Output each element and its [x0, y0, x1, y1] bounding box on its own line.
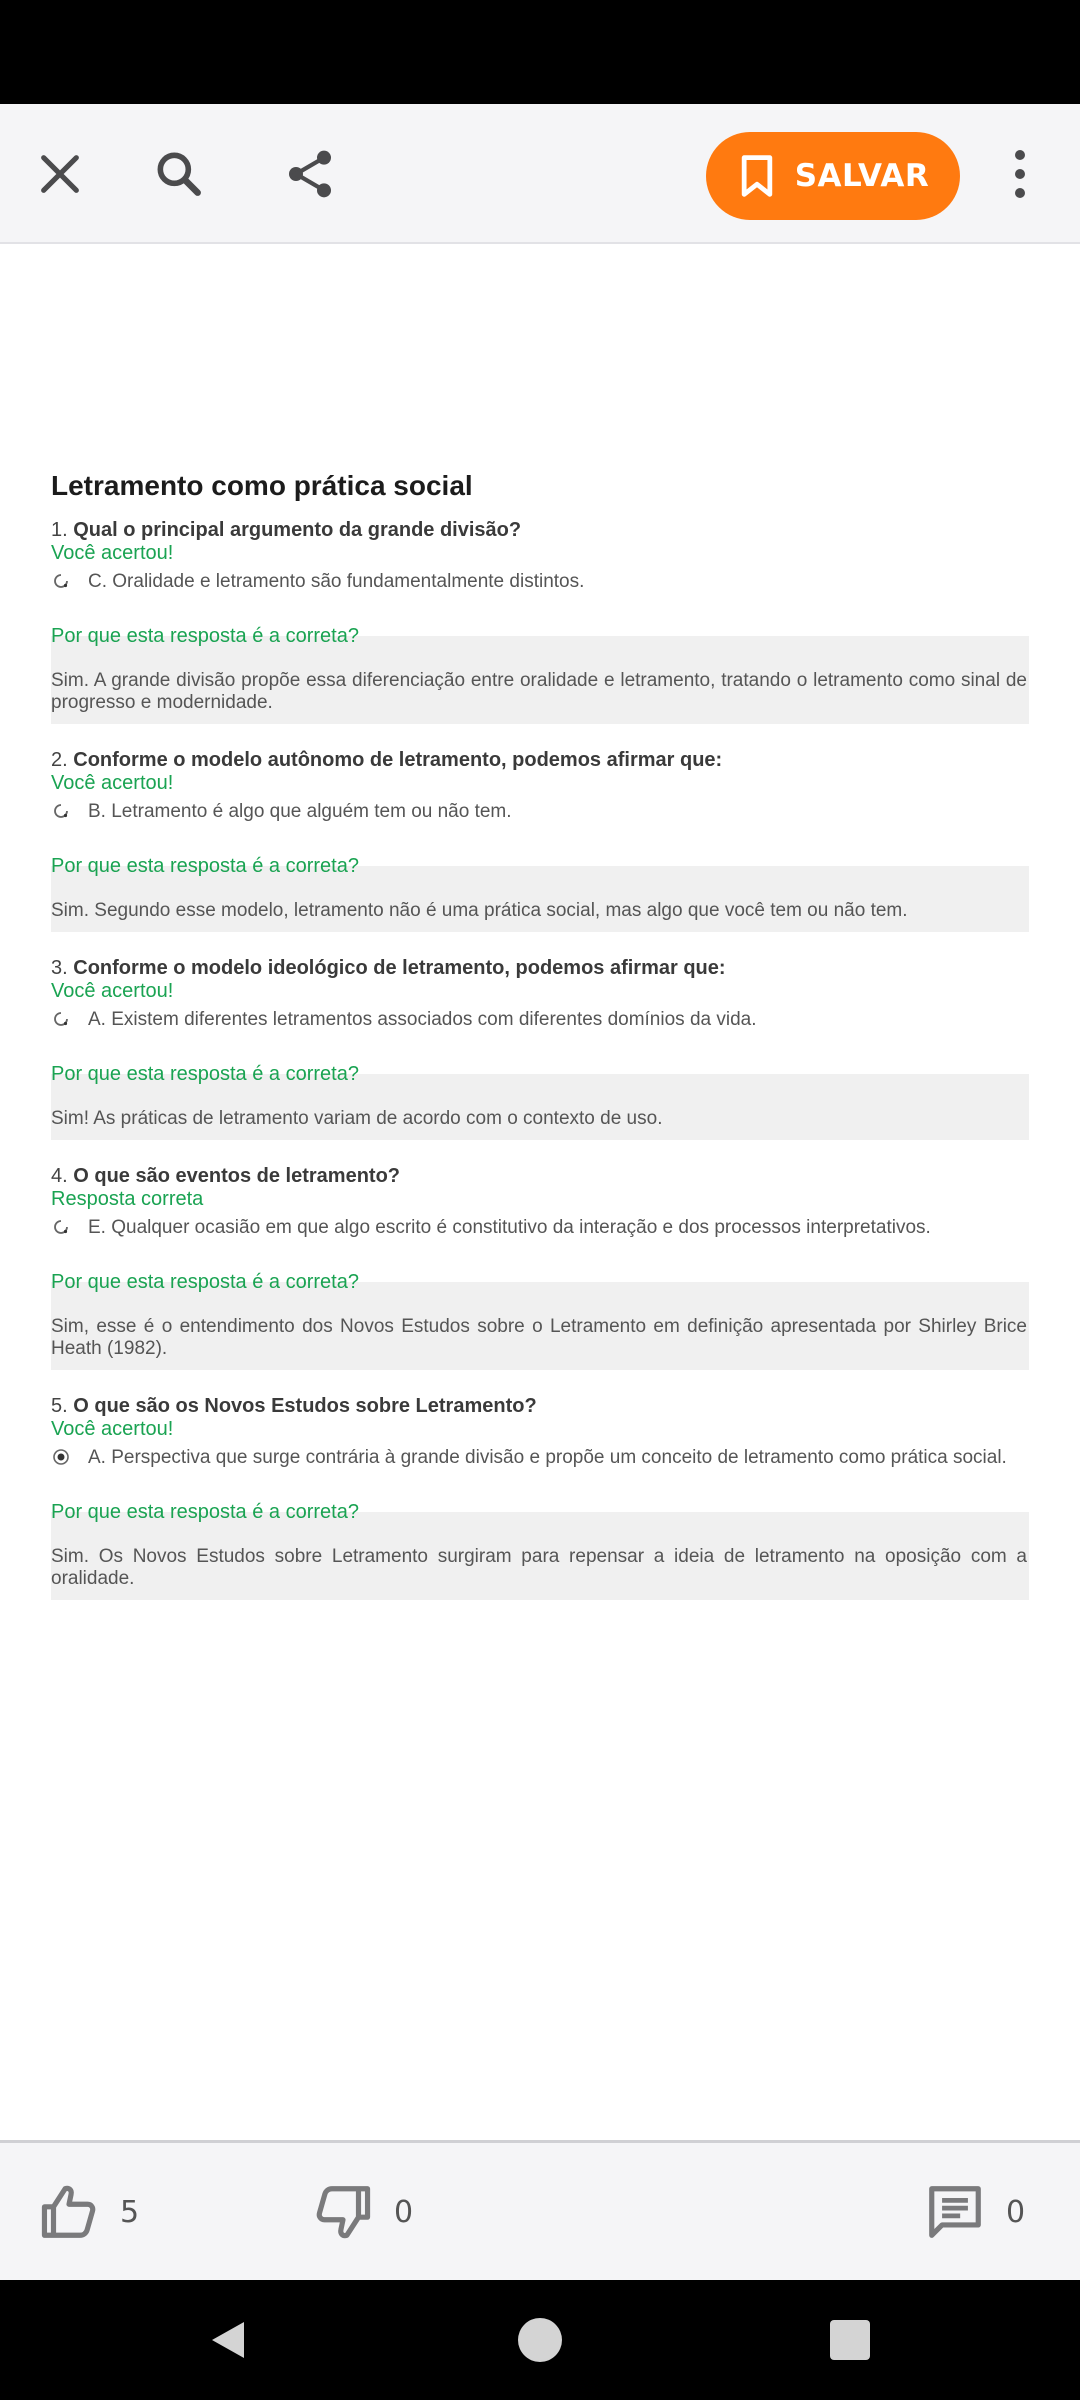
answer-status: Você acertou! — [51, 1418, 174, 1440]
back-icon[interactable] — [204, 2316, 252, 2364]
question-number: 5. — [51, 1395, 68, 1417]
explanation-text: Sim! As práticas de letramento variam de acordo com o contexto de uso. — [51, 1074, 1029, 1140]
answer-option — [51, 570, 1029, 600]
comments-button[interactable] — [924, 2181, 1025, 2243]
question-block — [51, 1164, 1029, 1370]
answer-text: A. Perspectiva que surge contrária à grande divisão e propõe um conceito de letramento como prática social. — [88, 1447, 1007, 1468]
page-title: Letramento como prática social — [51, 470, 473, 501]
document-content — [51, 466, 1029, 1624]
save-label: SALVAR — [794, 158, 930, 194]
answer-option — [51, 800, 1029, 830]
question-block — [51, 1394, 1029, 1600]
dislike-button[interactable] — [312, 2181, 413, 2243]
answer-text: A. Existem diferentes letramentos associados com diferentes domínios da vida. — [88, 1009, 757, 1030]
why-correct-heading: Por que esta resposta é a correta? — [51, 625, 359, 647]
answer-option — [51, 1446, 1029, 1476]
more-vert-icon[interactable] — [1000, 134, 1040, 214]
answer-option — [51, 1008, 1029, 1038]
question-number: 1. — [51, 519, 68, 541]
share-icon[interactable] — [270, 134, 350, 214]
explanation-text: Sim, esse é o entendimento dos Novos Estudos sobre o Letramento em definição apresentada por Shirley Brice Heath (1982). — [51, 1282, 1029, 1370]
question-title — [51, 1164, 1029, 1188]
explanation-text: Sim. A grande divisão propõe essa diferenciação entre oralidade e letramento, tratando o letramento como sinal de progresso e modernidade. — [51, 636, 1029, 724]
like-button[interactable] — [38, 2181, 139, 2243]
answer-option — [51, 1216, 1029, 1246]
question-title — [51, 1394, 1029, 1418]
question-number: 2. — [51, 749, 68, 771]
question-block — [51, 518, 1029, 724]
radio-icon — [52, 1010, 70, 1028]
search-icon[interactable] — [139, 134, 219, 214]
why-correct-heading: Por que esta resposta é a correta? — [51, 855, 359, 877]
home-icon[interactable] — [516, 2316, 564, 2364]
why-correct-heading: Por que esta resposta é a correta? — [51, 1271, 359, 1293]
comment-count: 0 — [1006, 2194, 1026, 2230]
answer-text: C. Oralidade e letramento são fundamentalmente distintos. — [88, 571, 585, 592]
question-text: Qual o principal argumento da grande divisão? — [73, 519, 522, 541]
answer-text: E. Qualquer ocasião em que algo escrito é constitutivo da interação e dos processos interpretativos. — [88, 1217, 931, 1238]
like-count: 5 — [120, 2194, 140, 2230]
dislike-count: 0 — [394, 2194, 414, 2230]
question-text: Conforme o modelo autônomo de letramento, podemos afirmar que: — [73, 749, 723, 771]
system-nav-bar — [0, 2280, 1080, 2400]
comment-icon — [924, 2181, 986, 2243]
question-block — [51, 956, 1029, 1140]
answer-status: Você acertou! — [51, 980, 174, 1002]
top-toolbar — [0, 104, 1080, 244]
bookmark-icon — [737, 154, 777, 198]
status-bar — [0, 0, 1080, 104]
save-button[interactable] — [706, 132, 960, 220]
thumbs-up-icon — [38, 2181, 100, 2243]
bottom-action-bar — [0, 2143, 1080, 2280]
question-block — [51, 748, 1029, 932]
answer-status: Resposta correta — [51, 1188, 204, 1210]
answer-status: Você acertou! — [51, 772, 174, 794]
recents-icon[interactable] — [826, 2316, 874, 2364]
close-icon[interactable] — [20, 134, 100, 214]
question-list — [51, 518, 1029, 1600]
question-number: 3. — [51, 957, 68, 979]
radio-icon — [52, 1448, 70, 1466]
thumbs-down-icon — [312, 2181, 374, 2243]
radio-icon — [52, 572, 70, 590]
question-title — [51, 518, 1029, 542]
why-correct-heading: Por que esta resposta é a correta? — [51, 1501, 359, 1523]
why-correct-heading: Por que esta resposta é a correta? — [51, 1063, 359, 1085]
question-text: O que são os Novos Estudos sobre Letramento? — [73, 1395, 537, 1417]
answer-text: B. Letramento é algo que alguém tem ou não tem. — [88, 801, 512, 822]
radio-icon — [52, 1218, 70, 1236]
question-number: 4. — [51, 1165, 68, 1187]
question-text: Conforme o modelo ideológico de letramento, podemos afirmar que: — [73, 957, 726, 979]
explanation-text: Sim. Segundo esse modelo, letramento não é uma prática social, mas algo que você tem ou não tem. — [51, 866, 1029, 932]
question-title — [51, 956, 1029, 980]
question-title — [51, 748, 1029, 772]
answer-status: Você acertou! — [51, 542, 174, 564]
question-text: O que são eventos de letramento? — [73, 1165, 400, 1187]
explanation-text: Sim. Os Novos Estudos sobre Letramento surgiram para repensar a ideia de letramento na oposição com a oralidade. — [51, 1512, 1029, 1600]
radio-icon — [52, 802, 70, 820]
